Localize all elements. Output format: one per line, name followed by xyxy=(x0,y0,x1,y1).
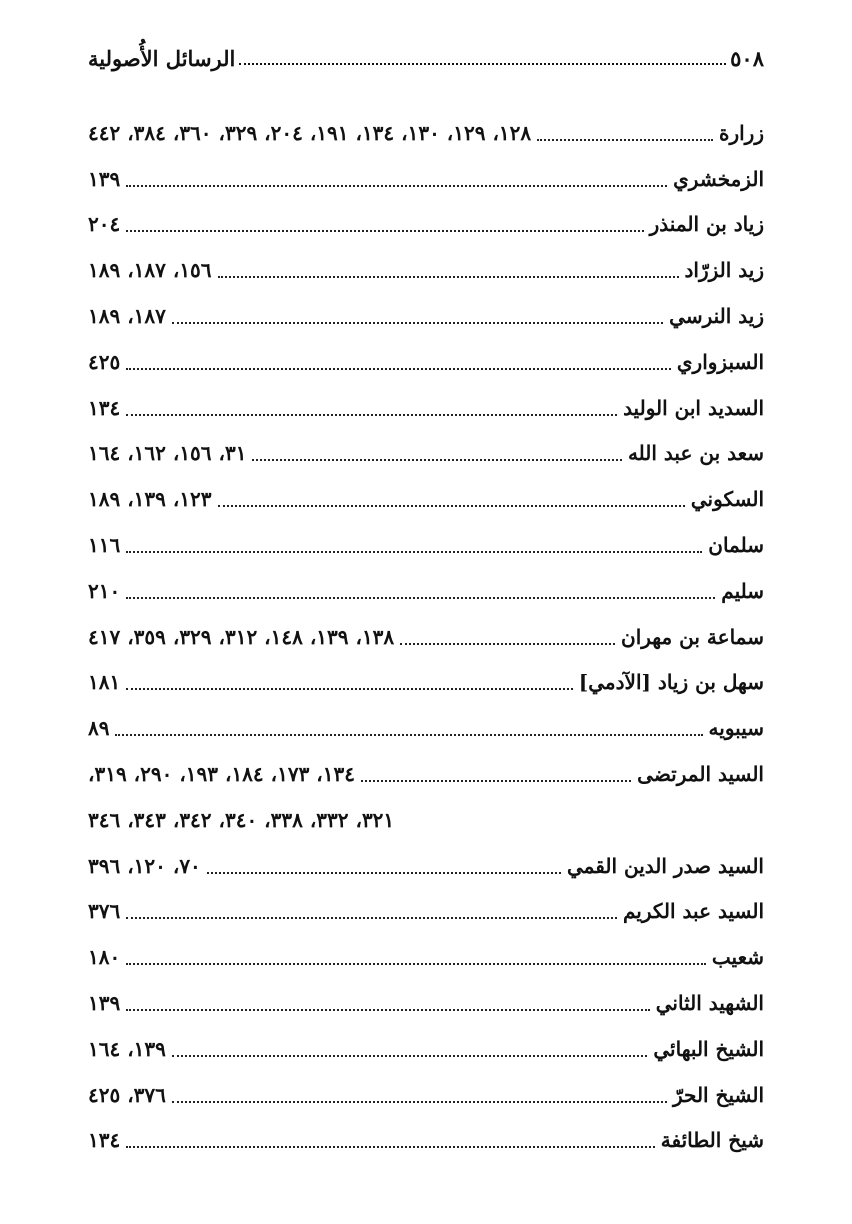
index-entry xyxy=(88,889,764,935)
index-entry xyxy=(88,339,764,385)
entry-name: الزمخشري xyxy=(673,166,764,191)
index-entry xyxy=(88,934,764,980)
entry-name: الشيخ الحرّ xyxy=(673,1082,764,1107)
entry-pages: ١٥٦، ١٨٧، ١٨٩ xyxy=(88,258,212,283)
leader-dots xyxy=(126,551,702,553)
leader-dots xyxy=(126,368,671,370)
index-entry xyxy=(88,1026,764,1072)
entry-name: السديد ابن الوليد xyxy=(623,395,764,420)
leader-dots xyxy=(252,459,622,461)
index-entry xyxy=(88,751,764,797)
index-entry-continuation xyxy=(88,797,764,843)
header-leader-dots xyxy=(239,63,726,65)
index-entry xyxy=(88,1118,764,1164)
index-entries xyxy=(88,110,764,1163)
index-entry xyxy=(88,980,764,1026)
index-entry xyxy=(88,843,764,889)
entry-pages: ٣٢١، ٣٣٢، ٣٣٨، ٣٤٠، ٣٤٢، ٣٤٣، ٣٤٦ xyxy=(88,807,395,832)
index-page xyxy=(88,0,764,1224)
leader-dots xyxy=(126,1009,650,1011)
index-entry xyxy=(88,476,764,522)
entry-pages: ١١٦ xyxy=(88,533,121,558)
leader-dots xyxy=(218,505,685,507)
entry-name: السيد المرتضى xyxy=(637,762,764,787)
index-entry xyxy=(88,522,764,568)
index-entry xyxy=(88,202,764,248)
running-header xyxy=(88,38,764,78)
entry-pages: ١٨١ xyxy=(88,670,121,695)
entry-pages: ١٣٤ xyxy=(88,1128,121,1153)
entry-pages: ٤٢٥ xyxy=(88,349,121,374)
entry-pages: ١٢٣، ١٣٩، ١٨٩ xyxy=(88,487,212,512)
entry-name: الشهيد الثاني xyxy=(655,991,764,1016)
entry-pages: ٣١، ١٥٦، ١٦٢، ١٦٤ xyxy=(88,441,247,466)
index-entry xyxy=(88,247,764,293)
leader-dots xyxy=(126,414,617,416)
leader-dots xyxy=(172,1101,667,1103)
leader-dots xyxy=(218,276,679,278)
leader-dots xyxy=(126,597,715,599)
index-entry xyxy=(88,293,764,339)
leader-dots xyxy=(172,1055,647,1057)
leader-dots xyxy=(400,643,615,645)
entry-name: السبزواري xyxy=(676,349,764,374)
index-entry xyxy=(88,110,764,156)
leader-dots xyxy=(126,230,643,232)
entry-pages: ٢٠٤ xyxy=(88,212,121,237)
page-number: ٥٠٨ xyxy=(730,45,764,71)
entry-name: سماعة بن مهران xyxy=(621,624,764,649)
entry-name: السيد صدر الدين القمي xyxy=(567,853,764,878)
index-entry xyxy=(88,431,764,477)
leader-dots xyxy=(172,322,663,324)
entry-name: زرارة xyxy=(718,120,764,145)
entry-name: سهل بن زياد [الآدمي] xyxy=(578,670,764,695)
leader-dots xyxy=(537,139,713,141)
index-entry xyxy=(88,568,764,614)
index-entry xyxy=(88,614,764,660)
entry-name: السكوني xyxy=(690,487,764,512)
entry-pages: ٢١٠ xyxy=(88,578,121,603)
entry-name: زيد الزرّاد xyxy=(684,258,764,283)
entry-pages: ١٨٠ xyxy=(88,945,121,970)
index-entry xyxy=(88,385,764,431)
entry-pages: ١٨٧، ١٨٩ xyxy=(88,304,166,329)
leader-dots xyxy=(126,1146,655,1148)
entry-name: شيخ الطائفة xyxy=(660,1128,764,1153)
entry-name: سيبويه xyxy=(708,716,764,741)
entry-pages: ١٣٤، ١٧٣، ١٨٤، ١٩٣، ٢٩٠، ٣١٩، xyxy=(88,762,355,787)
index-entry xyxy=(88,705,764,751)
leader-dots xyxy=(361,780,631,782)
leader-dots xyxy=(126,688,573,690)
entry-name: زياد بن المنذر xyxy=(649,212,764,237)
entry-pages: ١٣٩، ١٦٤ xyxy=(88,1036,166,1061)
leader-dots xyxy=(126,185,667,187)
leader-dots xyxy=(207,872,561,874)
entry-pages: ٨٩ xyxy=(88,716,110,741)
entry-name: الشيخ البهائي xyxy=(653,1036,764,1061)
entry-pages: ٧٠، ١٢٠، ٣٩٦ xyxy=(88,853,201,878)
entry-pages: ١٣٤ xyxy=(88,395,121,420)
leader-dots xyxy=(126,963,706,965)
leader-dots xyxy=(126,917,617,919)
entry-pages: ١٣٩ xyxy=(88,166,121,191)
entry-pages: ١٣٩ xyxy=(88,991,121,1016)
entry-name: سليم xyxy=(721,578,764,603)
leader-dots xyxy=(115,734,702,736)
index-entry xyxy=(88,1072,764,1118)
entry-name: سعد بن عبد الله xyxy=(627,441,764,466)
entry-pages: ٣٧٦ xyxy=(88,899,121,924)
entry-pages: ١٢٨، ١٢٩، ١٣٠، ١٣٤، ١٩١، ٢٠٤، ٣٢٩، ٣٦٠، ٣٨٤، ٤٤٢ xyxy=(88,120,532,145)
entry-pages: ٣٧٦، ٤٢٥ xyxy=(88,1082,166,1107)
book-title: الرسائل الأُصولية xyxy=(88,45,236,71)
entry-name: سلمان xyxy=(708,533,764,558)
entry-name: شعيب xyxy=(711,945,764,970)
index-entry xyxy=(88,660,764,706)
index-entry xyxy=(88,156,764,202)
entry-name: زيد النرسي xyxy=(669,304,764,329)
entry-name: السيد عبد الكريم xyxy=(622,899,764,924)
entry-pages: ١٣٨، ١٣٩، ١٤٨، ٣١٢، ٣٢٩، ٣٥٩، ٤١٧ xyxy=(88,624,395,649)
